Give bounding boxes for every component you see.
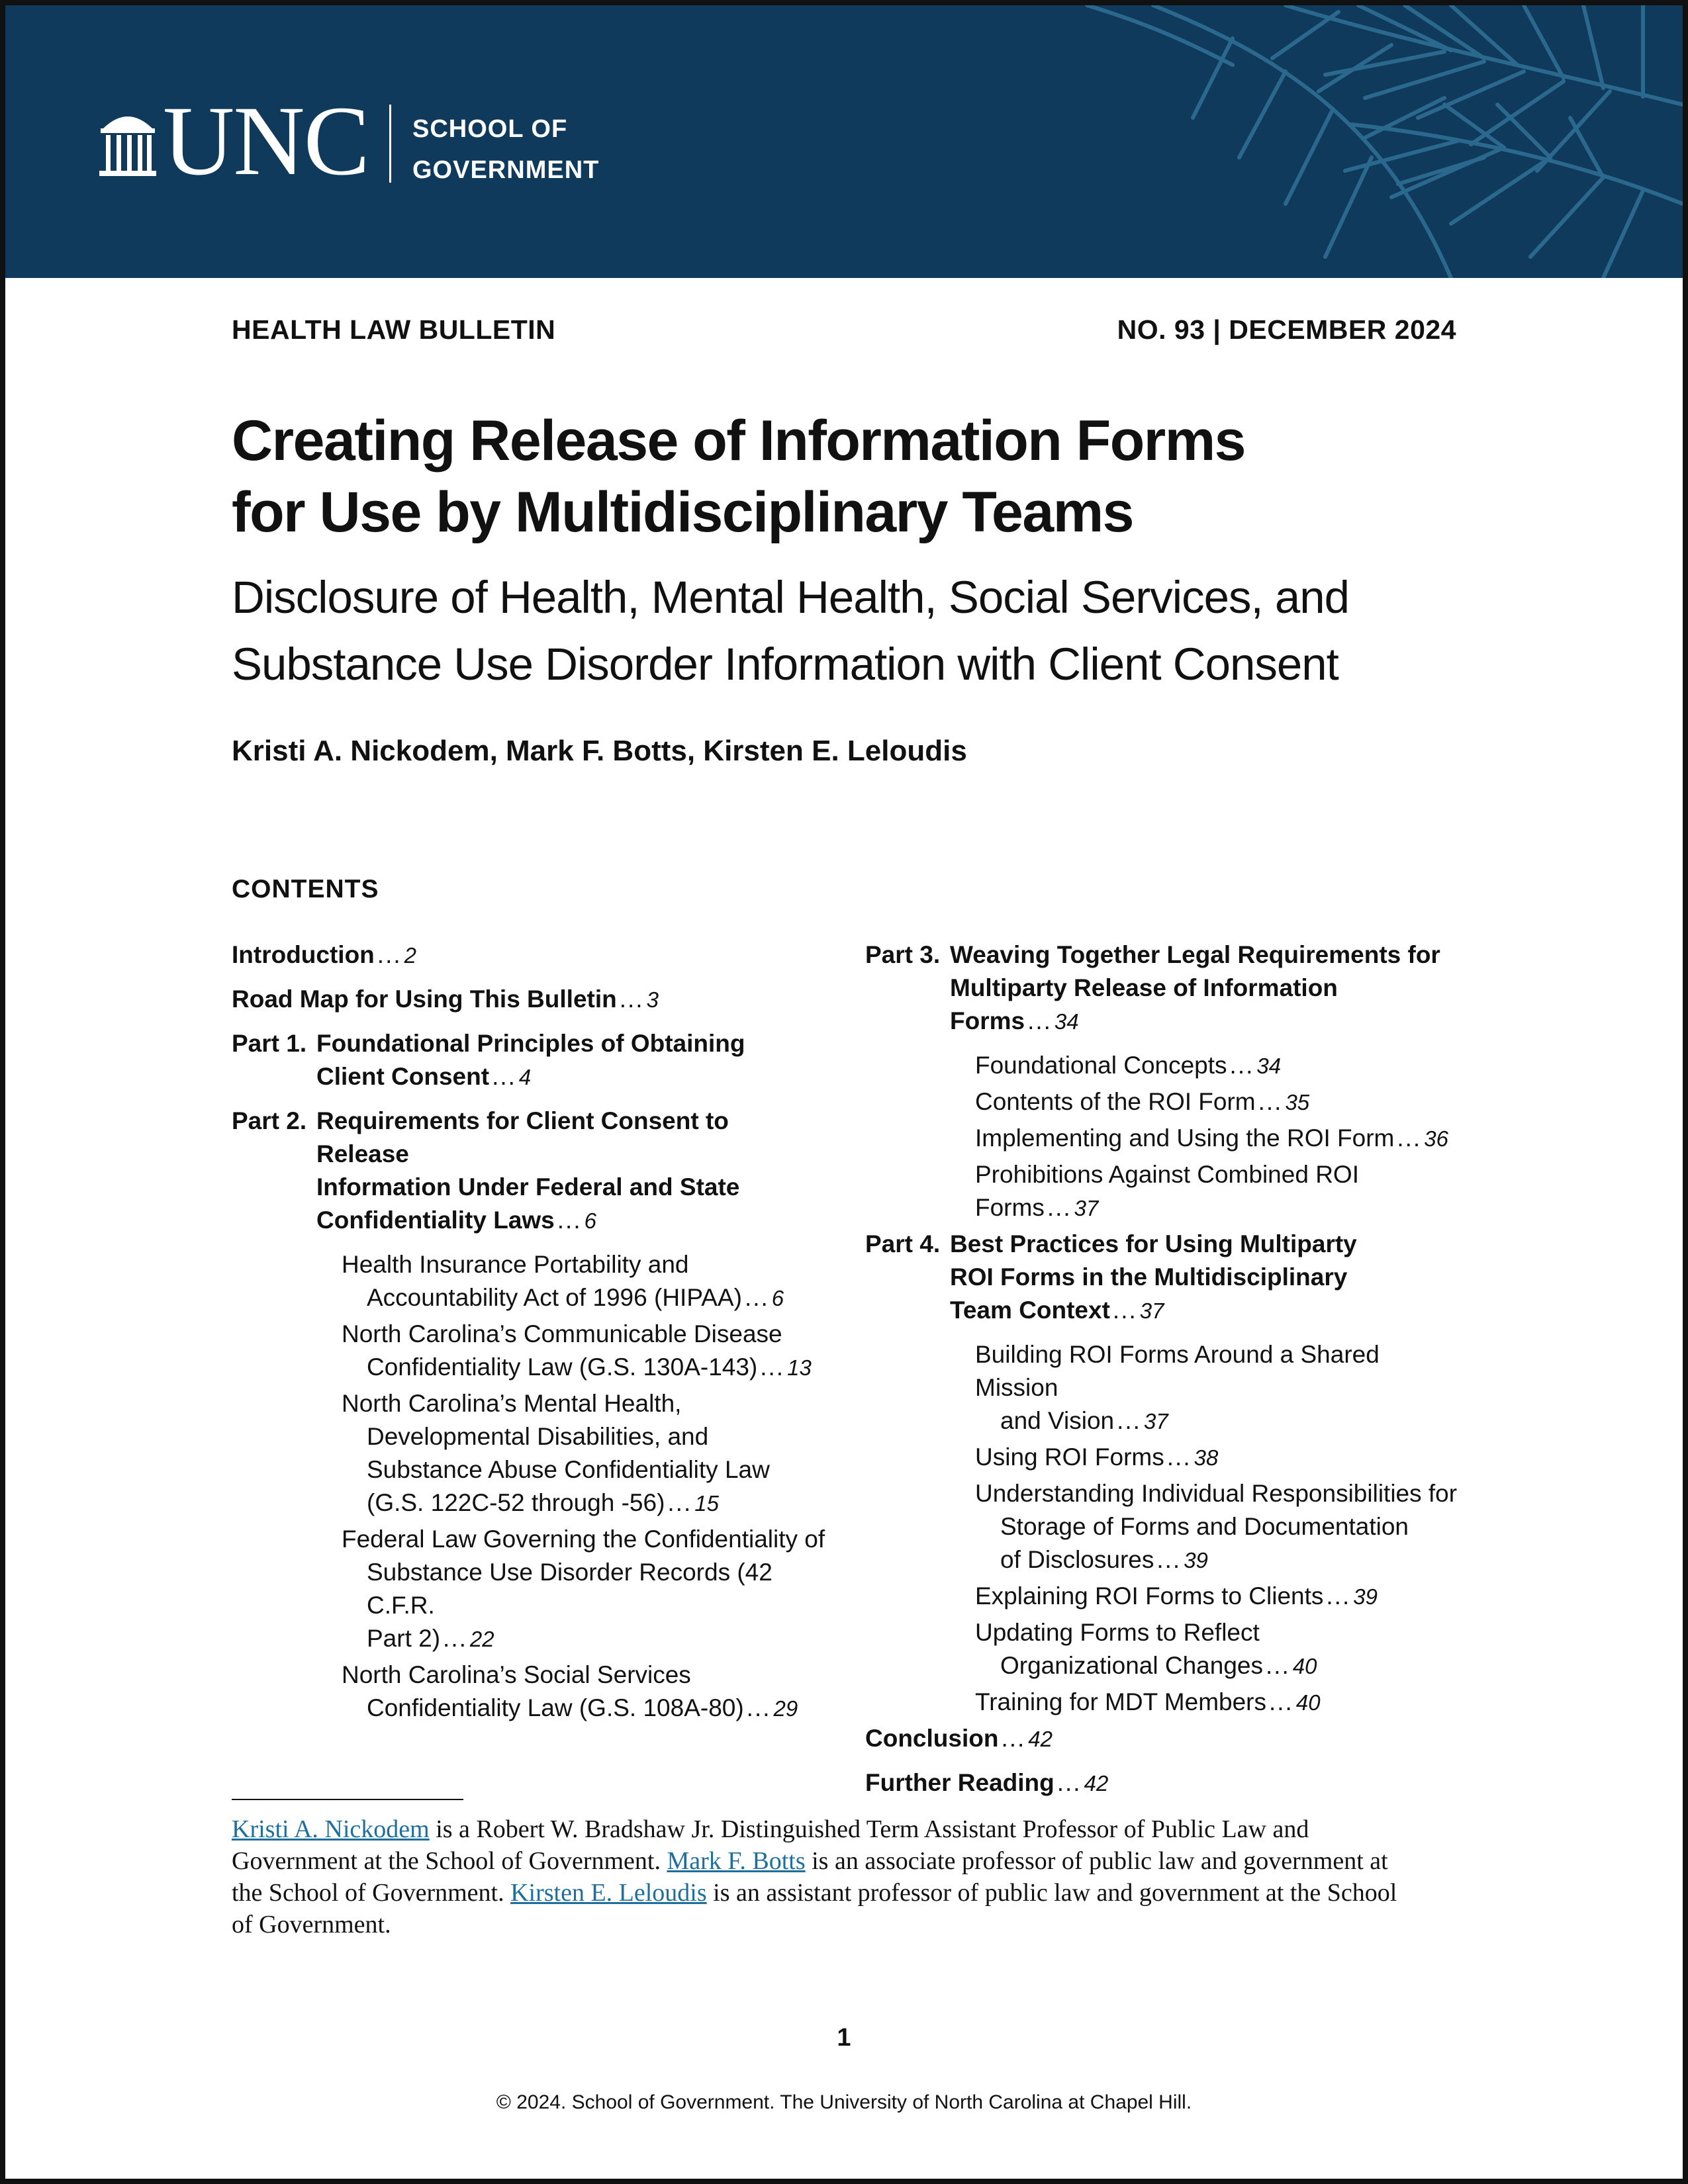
toc-leader-dots: ... [760, 1353, 785, 1381]
toc-entry-title: Road Map for Using This Bulletin [232, 985, 617, 1013]
toc-subentry[interactable] [975, 1686, 1461, 1719]
toc-subentry-line [367, 1556, 827, 1622]
toc-entry-title: Further Reading [865, 1769, 1055, 1796]
toc-subentry-line [1000, 1404, 1461, 1438]
bio-text-2: is an associate professor of public law and government at the School of Government. [232, 1847, 1388, 1907]
toc-page-number: 40 [1295, 1690, 1321, 1715]
toc-page-number: 13 [787, 1355, 812, 1380]
toc-subentry-text: Prohibitions Against Combined ROI Forms [975, 1161, 1359, 1221]
toc-subentry[interactable] [975, 1085, 1461, 1119]
subtitle-line2: Substance Use Disorder Information with Client Consent [232, 639, 1338, 690]
toc-page-number: 38 [1194, 1445, 1219, 1470]
toc-subentry-line [367, 1281, 827, 1315]
toc-subentry-text: Confidentiality Law (G.S. 130A-143) [367, 1353, 758, 1381]
toc-subentry-text: North Carolina’s Mental Health, [342, 1390, 682, 1417]
toc-part-entry[interactable] [232, 1105, 827, 1238]
toc-part-line-text: Multiparty Release of Information Forms [950, 974, 1338, 1034]
toc-subentry-text: Federal Law Governing the Confidentiality of [342, 1525, 825, 1553]
toc-subentry-text: Implementing and Using the ROI Form [975, 1124, 1395, 1152]
toc-subentry-text: North Carolina’s Communicable Disease [342, 1320, 782, 1347]
toc-subentry-text: Contents of the ROI Form [975, 1088, 1256, 1115]
toc-leader-dots: ... [1117, 1407, 1141, 1434]
toc-part-line: ROI Forms in the Multidisciplinary [950, 1263, 1348, 1291]
toc-leader-dots: ... [1156, 1546, 1182, 1573]
toc-leader-dots: ... [557, 1206, 582, 1234]
toc-subentry[interactable] [975, 1441, 1461, 1475]
toc-subentry-text: of Disclosures [1000, 1546, 1154, 1573]
toc-subentry[interactable] [342, 1523, 827, 1656]
toc-entry[interactable] [232, 938, 827, 972]
toc-part-line [316, 1060, 827, 1094]
toc-part-entry[interactable] [232, 1027, 827, 1094]
subtitle-line1: Disclosure of Health, Mental Health, Social Services, and [232, 572, 1349, 623]
toc-part-entry[interactable] [865, 938, 1461, 1038]
toc-leader-dots: ... [1265, 1652, 1290, 1679]
footnote-rule [232, 1799, 463, 1800]
bio-text-3: is an assistant professor of public law and government at the School of Government. [232, 1879, 1397, 1938]
toc-subentry-text: Training for MDT Members [975, 1688, 1266, 1715]
logo-school-line1: SCHOOL OF [412, 115, 568, 143]
toc-subentry-line [1000, 1510, 1461, 1543]
series-name: HEALTH LAW BULLETIN [232, 314, 556, 345]
toc-subentry-line [342, 1659, 827, 1692]
toc-subentry-text: Developmental Disabilities, and [367, 1423, 709, 1450]
toc-part-line-text: Confidentiality Laws [316, 1206, 555, 1234]
toc-subentry-text: North Carolina’s Social Services [342, 1661, 691, 1688]
toc-page-number: 4 [518, 1065, 532, 1089]
toc-subentry[interactable] [975, 1580, 1461, 1614]
author-bios [232, 1813, 1423, 1940]
toc-subentry-line [975, 1580, 1461, 1614]
toc-leader-dots: ... [1258, 1088, 1283, 1115]
toc-subentry-text: Foundational Concepts [975, 1052, 1227, 1079]
toc-subentry-line [975, 1158, 1461, 1225]
toc-entry-title: Conclusion [865, 1725, 999, 1752]
toc-part-label: Part 3. [865, 941, 941, 968]
toc-subentry-text: Accountability Act of 1996 (HIPAA) [367, 1284, 742, 1311]
toc-leader-dots: ... [746, 1694, 771, 1721]
toc-left-column [232, 938, 827, 1728]
toc-subentry[interactable] [975, 1122, 1461, 1156]
toc-part-line-text: Team Context [950, 1297, 1110, 1324]
toc-subentry[interactable] [975, 1616, 1461, 1683]
issue-info: NO. 93 | DECEMBER 2024 [1117, 314, 1456, 345]
author-list: Kristi A. Nickodem, Mark F. Botts, Kirsten E. Leloudis [232, 735, 967, 767]
toc-leader-dots: ... [1056, 1769, 1082, 1796]
toc-page-number: 36 [1424, 1126, 1448, 1151]
toc-subentry-line [975, 1616, 1461, 1649]
toc-part-label: Part 1. [232, 1030, 307, 1057]
toc-leader-dots: ... [744, 1284, 769, 1311]
author-link-leloudis[interactable]: Kirsten E. Leloudis [510, 1879, 707, 1907]
author-link-nickodem[interactable]: Kristi A. Nickodem [232, 1815, 430, 1843]
page-number: 1 [837, 2024, 851, 2052]
old-well-icon [98, 109, 158, 177]
toc-subentry-text: Building ROI Forms Around a Shared Mission [975, 1341, 1380, 1401]
toc-part-line [316, 1204, 827, 1238]
toc-leader-dots: ... [1027, 1007, 1052, 1034]
toc-subentry-text: Understanding Individual Responsibilities for [975, 1480, 1458, 1507]
toc-subentry-line [975, 1441, 1461, 1475]
toc-subentry-line [367, 1622, 827, 1656]
toc-page-number: 34 [1054, 1009, 1079, 1034]
toc-page-number: 29 [773, 1696, 798, 1721]
toc-subentry-line [367, 1486, 827, 1520]
toc-subentry[interactable] [342, 1659, 827, 1725]
toc-part-line: Best Practices for Using Multiparty [950, 1230, 1357, 1257]
toc-part-label: Part 4. [865, 1230, 941, 1257]
toc-right-column [865, 938, 1461, 1811]
logo-school-name [412, 109, 599, 191]
toc-leader-dots: ... [1269, 1688, 1293, 1715]
toc-subentry-line [342, 1248, 827, 1281]
toc-subentry-line [975, 1122, 1461, 1156]
toc-part-line: Information Under Federal and State [316, 1173, 740, 1201]
toc-subentry[interactable] [342, 1248, 827, 1315]
toc-leader-dots: ... [1001, 1725, 1026, 1752]
toc-leader-dots: ... [443, 1625, 467, 1652]
toc-subentry[interactable] [975, 1158, 1461, 1225]
logo-wordmark: UNC [163, 86, 369, 196]
toc-subentry-line [367, 1420, 827, 1453]
toc-leader-dots: ... [1229, 1052, 1254, 1079]
toc-part-line-text: Client Consent [316, 1063, 490, 1090]
toc-subentry-line [342, 1523, 827, 1556]
copyright-notice: © 2024. School of Government. The University of North Carolina at Chapel Hill. [496, 2091, 1192, 2113]
toc-subentry-line [975, 1686, 1461, 1719]
toc-page-number: 15 [694, 1491, 719, 1516]
toc-leader-dots: ... [1047, 1194, 1072, 1221]
toc-subentry-text: Health Insurance Portability and [342, 1251, 689, 1278]
document-subtitle [232, 564, 1456, 698]
toc-part-line [950, 972, 1461, 1038]
toc-part-line: Requirements for Client Consent to Release [316, 1107, 729, 1167]
palm-leaves-decoration [690, 5, 1683, 278]
toc-subentry[interactable] [975, 1338, 1461, 1438]
toc-subentry-text: Explaining ROI Forms to Clients [975, 1582, 1324, 1610]
toc-subentry-line [367, 1692, 827, 1725]
toc-subentry[interactable] [342, 1387, 827, 1520]
toc-page-number: 39 [1184, 1548, 1208, 1572]
toc-subentry-line [1000, 1543, 1461, 1577]
toc-part-label: Part 2. [232, 1107, 307, 1134]
toc-page-number: 35 [1285, 1090, 1310, 1115]
toc-subentry-text: Organizational Changes [1000, 1652, 1263, 1679]
toc-leader-dots: ... [1112, 1297, 1137, 1324]
toc-subentry[interactable] [342, 1318, 827, 1385]
toc-leader-dots: ... [1326, 1582, 1351, 1610]
toc-subentry-line [367, 1351, 827, 1385]
toc-page-number: 3 [646, 987, 659, 1012]
toc-subentry-line [342, 1318, 827, 1351]
toc-page-number: 37 [1074, 1196, 1099, 1220]
logo-school-line2: GOVERNMENT [412, 156, 600, 184]
toc-subentry-text: Using ROI Forms [975, 1443, 1164, 1471]
toc-leader-dots: ... [492, 1063, 516, 1090]
toc-subentry[interactable] [975, 1049, 1461, 1083]
bio-text-1: is a Robert W. Bradshaw Jr. Distinguished Term Assistant Professor of Public Law and Government at the School of Government. [232, 1815, 1309, 1875]
toc-page-number: 2 [404, 943, 416, 968]
toc-entry[interactable] [865, 1722, 1461, 1756]
toc-part-line [950, 1294, 1461, 1328]
toc-page-number: 37 [1143, 1409, 1168, 1433]
toc-part-entry[interactable] [865, 1228, 1461, 1328]
toc-page-number: 37 [1139, 1298, 1164, 1323]
toc-subentry-text: Updating Forms to Reflect [975, 1619, 1260, 1646]
toc-entry[interactable] [865, 1766, 1461, 1800]
title-line2: for Use by Multidisciplinary Teams [232, 480, 1133, 544]
toc-subentry-text: (G.S. 122C-52 through -56) [367, 1489, 665, 1516]
toc-subentry-line [975, 1085, 1461, 1119]
toc-entry-title: Introduction [232, 941, 375, 968]
toc-page-number: 34 [1256, 1054, 1282, 1078]
toc-part-line: Weaving Together Legal Requirements for [950, 941, 1440, 968]
toc-part-line: Foundational Principles of Obtaining [316, 1030, 745, 1057]
toc-subentry-text: Storage of Forms and Documentation [1000, 1513, 1409, 1540]
toc-subentry-line [975, 1049, 1461, 1083]
toc-subentry-text: Substance Use Disorder Records (42 C.F.R. [367, 1559, 773, 1619]
toc-page-number: 39 [1353, 1584, 1378, 1609]
toc-subentry-line [367, 1453, 827, 1486]
logo-divider [389, 105, 391, 183]
toc-page-number: 6 [584, 1208, 596, 1233]
toc-leader-dots: ... [1397, 1124, 1422, 1152]
toc-subentry-line [1000, 1649, 1461, 1683]
author-link-botts[interactable]: Mark F. Botts [667, 1847, 806, 1875]
toc-leader-dots: ... [1166, 1443, 1192, 1471]
toc-subentry-text: Part 2) [367, 1625, 441, 1652]
toc-leader-dots: ... [619, 985, 644, 1013]
header-banner [5, 5, 1683, 278]
toc-page-number: 22 [469, 1627, 494, 1651]
toc-subentry-line [975, 1477, 1461, 1510]
toc-leader-dots: ... [667, 1489, 692, 1516]
title-line1: Creating Release of Information Forms [232, 409, 1246, 473]
toc-leader-dots: ... [377, 941, 402, 968]
document-title [232, 405, 1423, 548]
toc-subentry-text: Substance Abuse Confidentiality Law [367, 1456, 770, 1483]
contents-heading: CONTENTS [232, 875, 379, 903]
toc-subentry-text: Confidentiality Law (G.S. 108A-80) [367, 1694, 744, 1721]
toc-page-number: 42 [1028, 1727, 1053, 1751]
toc-page-number: 42 [1084, 1771, 1109, 1796]
toc-entry[interactable] [232, 983, 827, 1017]
toc-subentry-line [342, 1387, 827, 1420]
toc-page-number: 40 [1292, 1654, 1317, 1678]
toc-subentry-text: and Vision [1000, 1407, 1115, 1434]
toc-subentry[interactable] [975, 1477, 1461, 1577]
toc-subentry-line [975, 1338, 1461, 1404]
toc-page-number: 6 [771, 1286, 784, 1310]
